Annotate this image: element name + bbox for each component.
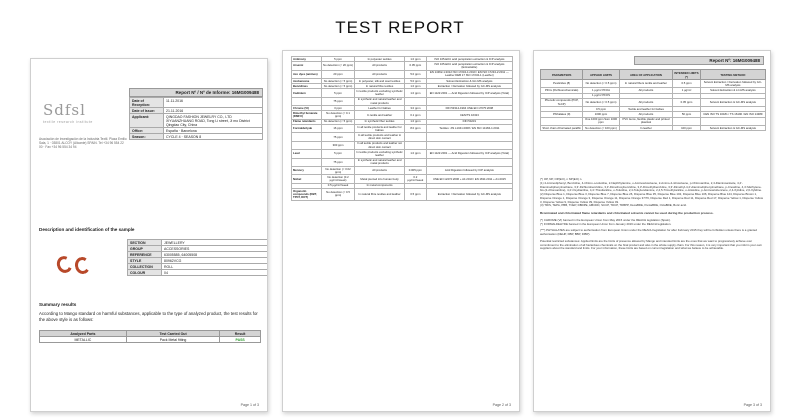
table-cell: 0.05 ppm bbox=[673, 98, 700, 106]
result-row bbox=[40, 337, 261, 343]
table-cell: In leather bbox=[619, 126, 673, 131]
table-cell: PVC items, flexible plastic and printed plastisol bbox=[619, 117, 673, 125]
parameter-row bbox=[541, 117, 766, 125]
report-number-header: Report Nº: 16MG009488 bbox=[634, 56, 764, 65]
column-header: PARAMETERS bbox=[541, 70, 583, 80]
method: ISO 105-E04: acid perspiration extraction & ICP analysis (Extractable) bbox=[426, 62, 512, 70]
report-page-3 bbox=[533, 50, 771, 412]
substance: Chrome (VI) bbox=[292, 106, 322, 111]
limit-row bbox=[292, 111, 513, 119]
column-header: Analyzed Parts bbox=[40, 331, 127, 337]
applied-limit: No detection (< 5 ppm) bbox=[322, 119, 355, 124]
method: DIN 53314-1994 UNE EN 17075:2008 bbox=[426, 106, 512, 111]
footnote: (*) FORMALDEHYDE banned in the European Union from January 2016 under the REACH legislation. bbox=[540, 221, 672, 226]
intended-limit: 1.0 ppm bbox=[405, 150, 427, 158]
table-cell: Phenolic compounds (PCP, TeCP) bbox=[541, 98, 583, 106]
applied-limit: 20 ppm bbox=[322, 70, 355, 78]
applied-limit: No detection (< 20 ppm) bbox=[322, 62, 355, 70]
applied-limit: 300 ppm bbox=[322, 141, 355, 149]
table-cell bbox=[673, 117, 700, 125]
table-cell: PFCs (Perfluorochemicals) bbox=[541, 88, 583, 93]
report-page-2 bbox=[282, 50, 520, 412]
intended-limit bbox=[405, 141, 427, 149]
table-cell: No detection (< 0.5 ppm) bbox=[583, 80, 619, 88]
table-cell: Solvent Extraction & LC-MS analysis bbox=[700, 88, 765, 93]
summary-section-title: Summary results bbox=[39, 302, 77, 307]
table-cell: 50 ppm bbox=[673, 112, 700, 117]
intended-limit bbox=[405, 158, 427, 166]
page-title: TEST REPORT bbox=[335, 18, 465, 37]
info-value: QINGDAO FASHION JEWELRY CO., LTD XIYUANZHUANG ROAD, Tong Li street, Ji mo District Qingdao City, China bbox=[164, 114, 263, 128]
area: In natural fibre textiles and leather bbox=[355, 189, 405, 201]
limit-row bbox=[292, 141, 513, 149]
footnote: (*) CHROME (VI) banned in the European Union from May 2015 under the REACH legislation (Spain). bbox=[540, 217, 671, 222]
applied-limit: 3 ppm bbox=[322, 106, 355, 111]
column-header: Test Carried Out bbox=[126, 331, 219, 337]
limit-row bbox=[292, 70, 513, 78]
substance: Formaldehyde bbox=[292, 125, 322, 133]
limit-row bbox=[292, 97, 513, 105]
table-cell bbox=[541, 117, 583, 125]
area: All products bbox=[355, 167, 405, 175]
sample-label: REFERENCE bbox=[128, 252, 162, 258]
table-cell: 1 µg/m² PFOA bbox=[583, 88, 619, 93]
footnotes bbox=[540, 178, 766, 251]
earring-right bbox=[74, 256, 92, 275]
info-value: España · Barcelona bbox=[164, 128, 263, 134]
table-cell: 1000 ppm bbox=[583, 112, 619, 117]
page-number: Page 2 of 3 bbox=[492, 403, 511, 407]
applied-limit: 0.5 µg/cm²/week bbox=[322, 183, 355, 188]
applied-limit: 5 ppm bbox=[322, 150, 355, 158]
applied-limit: No detection (< 0.5 ppm) bbox=[322, 189, 355, 201]
footnote: (***) PHTHALATES are subject to authorisation from European Union under the REACH legislation for after February 2015 they will be forbidden unless there is a granted authorisation (DEHP, DBP, BBP, DIBP). bbox=[540, 228, 758, 237]
info-label: Date of Issue: bbox=[130, 108, 164, 114]
substance: Dimethyl fumarate (DMFU) bbox=[292, 111, 322, 119]
area: In polyester textiles bbox=[355, 57, 405, 62]
area: In natural fibre textiles bbox=[355, 84, 405, 89]
area: In synthetic and natural leather and metal products bbox=[355, 97, 405, 105]
logo-text: Sdfsl bbox=[43, 101, 86, 119]
substance: Cadmium bbox=[292, 89, 322, 97]
page-number: Page 3 of 3 bbox=[743, 403, 762, 407]
result-part: METALLIC bbox=[40, 337, 127, 343]
applied-limit: 75 ppm bbox=[322, 133, 355, 141]
sample-value: 63005585, 64005508 bbox=[162, 252, 269, 258]
sample-value: 04 bbox=[162, 270, 269, 276]
table-cell: 100 ppm bbox=[673, 126, 700, 131]
limit-row bbox=[292, 167, 513, 175]
footnote: (2) Disperse Blue 1, Disperse Blue 3, Disperse Blue 7, Disperse Blue 26, Disperse Blue 35, Disperse Blue 102, Disperse Blue 106, Disperse Blue 124, Disperse Brown 1, Disperse Orange 1, Disperse Orange 3, Disperse Orange 11, Disperse Orange 37/76, Disperse Red 1, Disperse Red 11, Disperse Red 17, Disperse Yellow 1, Disperse Yellow 3, Disperse Yellow 9, Disperse Yellow 39, Disperse Yellow 49. bbox=[540, 192, 763, 204]
sample-label: GROUP bbox=[128, 246, 162, 252]
method: Textiles: JIS L1041:2008 / EN ISO 14184-1:2011 bbox=[426, 125, 512, 133]
method: EN 1122:2001 — Acid Digestion followed by ICP analysis (Total) bbox=[426, 89, 512, 97]
table-cell: Phthalates (9) bbox=[541, 112, 583, 117]
substance: Antimony bbox=[292, 57, 322, 62]
info-row bbox=[130, 114, 263, 128]
table-cell bbox=[700, 117, 765, 125]
info-label: Applicant: bbox=[130, 114, 164, 128]
substance: Organotin compounds (DBT, TPhT, DOT) bbox=[292, 189, 322, 201]
area: All products bbox=[355, 62, 405, 70]
footnote: (*) OP, NP, OP(EO), n NP(EO) n. bbox=[540, 177, 583, 181]
info-label: Office: bbox=[130, 128, 164, 134]
method: EN 1122:2001 — Acid Digestion followed by ICP analysis (Total) bbox=[426, 150, 512, 158]
table-cell: Solvent Extraction & GC-MS analysis bbox=[700, 126, 765, 131]
institute-logo bbox=[43, 101, 93, 124]
table-cell: All products bbox=[619, 112, 673, 117]
table-cell: 0.5 ppm bbox=[583, 107, 619, 112]
logo-subtitle: textile research institute bbox=[43, 120, 93, 124]
applied-limit: 75 ppm bbox=[322, 97, 355, 105]
sample-value: ROLL bbox=[162, 264, 269, 270]
applied-limit: No detection (< 5 ppm) bbox=[322, 79, 355, 84]
method: CEN/TS 16323 bbox=[426, 111, 512, 119]
intended-limit bbox=[405, 133, 427, 141]
applied-limit: 75 ppm bbox=[322, 158, 355, 166]
parameter-row bbox=[541, 126, 766, 131]
info-value: 11.11.2016 bbox=[164, 98, 263, 108]
area: In textile products excluding synthetic leather bbox=[356, 149, 403, 157]
substance: Mercury bbox=[292, 167, 322, 175]
table-cell: No detection (< 0.5 ppm) bbox=[583, 98, 619, 106]
area: All products bbox=[355, 70, 405, 78]
limit-row bbox=[292, 125, 513, 133]
sample-section-title: Description and identification of the sample bbox=[39, 227, 135, 232]
sample-label: SECTION bbox=[128, 240, 162, 246]
area: In all textile products and leather for babies bbox=[355, 125, 405, 133]
institute-address: Asociación de Investigación de la Industria Textil. Plaza Emilio Sala, 1 · 03801 ALCOY (Alicante) SPAIN. Tel +34 96 554 22 00 · Fax +34 96 554 34 94 bbox=[39, 137, 127, 149]
intended-limit: 8.0 ppm bbox=[405, 125, 427, 133]
sample-photo bbox=[43, 239, 113, 289]
column-header: AREA OF APPLICATION bbox=[619, 70, 673, 80]
substance: Azo dyes (amines) bbox=[292, 70, 322, 78]
sample-label: STYLE bbox=[128, 258, 162, 264]
info-label: Season: bbox=[130, 134, 164, 140]
substance bbox=[292, 158, 322, 166]
sample-row bbox=[128, 270, 269, 276]
substance bbox=[292, 133, 322, 141]
table-cell: All products bbox=[619, 88, 673, 93]
applied-limit: 16 ppm bbox=[322, 125, 355, 133]
table-cell: Pesticides (8) bbox=[541, 80, 583, 88]
results-table bbox=[39, 330, 261, 343]
footnote: (3) TRIS, TEPA, PBB, TCEP, DBDPE, HBCDD, SCCP, TDCP, TDBPP, DecaBDE, PentaBDE, OctaBDE, Boric acid. bbox=[540, 203, 687, 208]
substance: Benzidines bbox=[292, 84, 322, 89]
area: In all textile products and leather not direct skin contact bbox=[355, 141, 405, 149]
intended-limit: 3.0 ppm bbox=[405, 106, 427, 111]
substance: Lead bbox=[292, 150, 322, 158]
limit-row bbox=[292, 158, 513, 166]
area: In polyester, silk and wool textiles bbox=[355, 79, 405, 84]
sample-value: 80962VCG bbox=[162, 258, 269, 264]
limit-row bbox=[292, 89, 513, 97]
method: Solvent Extraction & GC-MS analysis bbox=[426, 79, 512, 84]
intended-limit: 1.0 ppm bbox=[405, 119, 427, 124]
info-row bbox=[130, 134, 263, 140]
substance bbox=[292, 141, 322, 149]
limit-row bbox=[292, 175, 513, 183]
info-row bbox=[130, 98, 263, 108]
method bbox=[426, 97, 512, 105]
intended-limit: 1.0 ppm bbox=[405, 84, 427, 89]
substance: Azobenzene bbox=[292, 79, 322, 84]
column-header: INTENDED LIMITS (*) bbox=[674, 70, 699, 79]
area: In metal components bbox=[355, 183, 405, 188]
limits-table bbox=[291, 56, 513, 201]
table-cell: 1 µg/m² bbox=[673, 88, 700, 93]
table-cell: Short chain chlorinated paraffin bbox=[542, 125, 581, 130]
column-header: Result bbox=[220, 331, 261, 337]
report-info-box bbox=[129, 88, 263, 140]
area: Metal pierced into human body bbox=[355, 175, 405, 183]
limit-row bbox=[292, 133, 513, 141]
substance: Arsenic bbox=[292, 62, 322, 70]
table-cell: No detection (< 100 ppm) bbox=[583, 126, 619, 131]
sample-label: COLLECTION bbox=[128, 264, 162, 270]
substance: Nickel bbox=[292, 175, 322, 183]
method bbox=[426, 141, 512, 149]
intended-limit: 0.005 ppm bbox=[405, 167, 427, 175]
area: In textile and leather bbox=[355, 111, 405, 119]
applied-limit: 5 ppm bbox=[322, 57, 355, 62]
info-value: 21.11.2016 bbox=[164, 108, 263, 114]
applied-limit: No detection (< 5 ppm) bbox=[322, 84, 355, 89]
method: UNE EN 12472:2006 + A1:2010 / EN 1811:2011 + A1:2015 bbox=[426, 175, 512, 183]
intended-limit: 0.5 ppm bbox=[405, 189, 427, 201]
intended-limit: 1.0 ppm bbox=[405, 57, 427, 62]
method bbox=[426, 133, 512, 141]
applied-limit: No detection (< 0.1 ppm) bbox=[322, 111, 355, 119]
report-info-table bbox=[129, 97, 263, 140]
applied-limit: No detection (0.2 µg/cm²/week) bbox=[322, 175, 355, 183]
method: Extraction / Derivation followed by GC-MS analysis bbox=[426, 189, 512, 201]
intended-limit: 0.05 ppm bbox=[405, 62, 427, 70]
applied-limit: No detection (< 0.02 ppm) bbox=[322, 167, 355, 175]
parameter-row bbox=[541, 80, 766, 88]
table-cell: All products bbox=[619, 98, 673, 106]
limit-row bbox=[292, 62, 513, 70]
parameters-table bbox=[540, 69, 766, 131]
method: ISO 105-E04: acid perspiration extraction & ICP analysis bbox=[426, 57, 512, 62]
area: In all textile products and leather in direct skin contact bbox=[355, 133, 405, 141]
sample-value: ACCESSORIES bbox=[162, 246, 269, 252]
table-cell: CEN ISO TS 16181 / TS 16190 / EN ISO 14389 bbox=[700, 112, 765, 117]
method: DIN 54231 bbox=[426, 119, 512, 124]
footnote: (1) 4-Aminodiphenyl, Benzidine, 4-Chloro-o-toluidine, 2-Naphthylamine, o-Aminoazotoluene, 2-Amino-4-nitrotoluene, p-Chloroaniline, 2,4-Diaminoanisole, 4,4'-Diaminodiphenylmethane, 3,3'-Dichlorobenzidine, 3,3'-Dimethoxybenzidine, 3,3'-Dimethylbenzidine, 3,3'-Dimethyl-4,4'-diaminodiphenylmethane, p-Cresidine, 4,4'-Methylene-bis-(2-chloroaniline), 4,4'-Oxydianiline, 4,4'-Thiodianiline, o-Toluidine, 2,4-Toluylendiamine, 2,4,5-Trimethylaniline, o-Anisidine, p-Aminoazobenzene, 2,4-Xylidine, 2,6-Xylidine. bbox=[540, 180, 762, 193]
limit-row bbox=[292, 189, 513, 201]
sample-value: JEWELLERY bbox=[162, 240, 269, 246]
method bbox=[426, 158, 512, 166]
intended-limit: 5.0 ppm bbox=[405, 70, 427, 78]
column-header: APPLIED LIMITS bbox=[583, 70, 619, 80]
report-number-header: Report Nº / Nº de Informe: 16MG009488 bbox=[129, 88, 263, 97]
footnote: Potential restricted substances: Applied limits are the limits of presence allowed by Mango and intended limits are the ones that we want to progressively achieve over commitment to the elimination of all hazardous chemicals on the final product and also in the whole supply chain. For this reason, it is very important that you inform your own suppliers about the standard and limits. For your information, these limits are based on current legislation and what we believe to be achievable. bbox=[540, 238, 762, 251]
table-cell: 0.5 ppm bbox=[673, 80, 700, 88]
table-cell: Solvent Extraction & GC-MS analysis bbox=[700, 98, 765, 106]
table-cell: 1 µg/m² PFOS bbox=[583, 93, 619, 98]
table-cell: One 1000 ppm Sum 1000 ppm bbox=[583, 117, 619, 125]
intended-limit: 1.0 ppm bbox=[405, 89, 427, 97]
result-status: PASS bbox=[220, 337, 261, 343]
summary-text: According to Mango standard on harmful substances, applicable to the type of analyzed product, the test results for the above style is as follows: bbox=[39, 311, 258, 322]
sample-label: COLOUR bbox=[128, 270, 162, 276]
limit-row bbox=[292, 150, 513, 158]
substance: Flame retardants bbox=[292, 119, 322, 124]
area: In synthetic fiber textiles bbox=[355, 119, 405, 124]
result-test: Pack Metal fitting bbox=[126, 337, 219, 343]
table-cell: In natural fibers textile and leather bbox=[619, 80, 673, 88]
sample-table bbox=[127, 239, 268, 276]
table-cell: Textile and leather for babies bbox=[619, 107, 673, 112]
column-header: TESTING METHOD bbox=[700, 70, 765, 80]
page-number: Page 1 of 3 bbox=[240, 403, 259, 407]
info-value: CYCLE 4 · SEASON 8 bbox=[164, 134, 263, 140]
method: Acid Digestion followed by ICP analysis bbox=[426, 167, 512, 175]
method: EN 14362-1:2012 ISO 17234-1:2010 / EN ISO 17234-2:2011 — Leather DEB 17 ISO 17234-1 (Leather) bbox=[426, 70, 512, 78]
footnote: Brominated and chlorinated flame retardants and chlorinated solvents cannot be used during the production process. bbox=[540, 211, 714, 216]
intended-limit: 5.0 ppm bbox=[405, 79, 427, 84]
intended-limit: 0.1 ppm bbox=[405, 111, 427, 119]
area: In textile products excluding synthetic leather bbox=[356, 88, 403, 97]
parameter-row bbox=[541, 98, 766, 106]
intended-limit: 0.2 µg/cm²/week bbox=[405, 175, 427, 183]
method: Extraction / Derivation followed by GC-MS analysis bbox=[426, 84, 512, 89]
substance bbox=[292, 97, 322, 105]
applied-limit: 5 ppm bbox=[322, 89, 355, 97]
area: In synthetic and natural leather and metal products bbox=[355, 158, 405, 166]
info-label: Date of Reception: bbox=[130, 98, 164, 108]
report-page-1 bbox=[30, 58, 268, 412]
earring-left bbox=[55, 254, 75, 275]
area: Leather for babies bbox=[355, 106, 405, 111]
table-cell: Solvent Extraction / Derivation followed by GC-MS analysis bbox=[700, 80, 765, 88]
intended-limit bbox=[405, 97, 427, 105]
